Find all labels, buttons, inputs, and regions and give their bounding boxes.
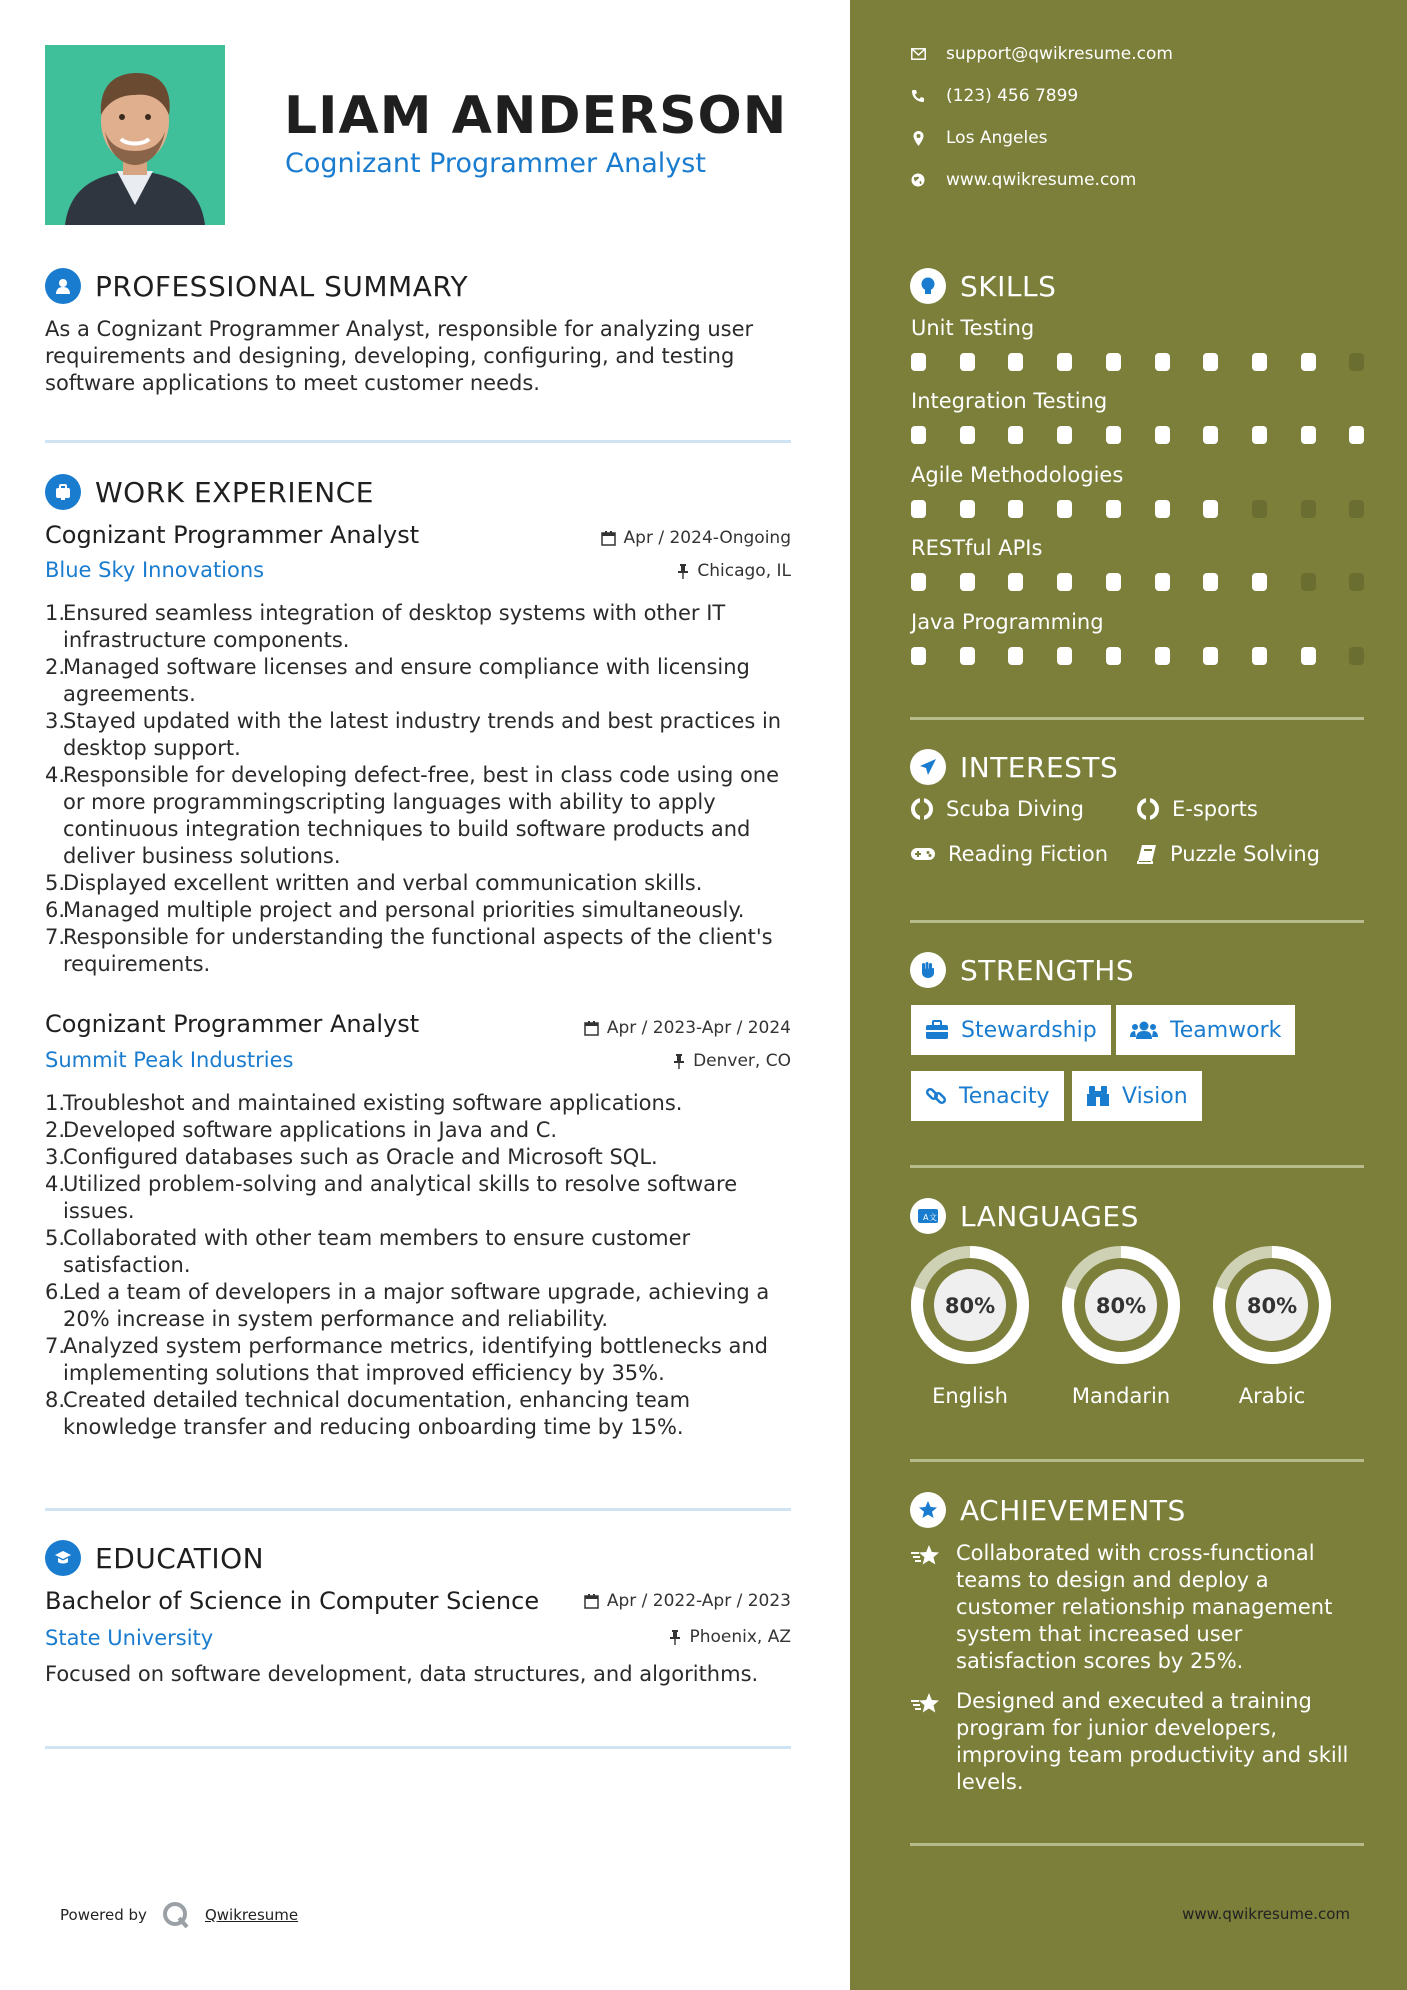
skill-dot — [1057, 426, 1072, 444]
summary-heading — [45, 268, 468, 304]
language-progress-ring — [1211, 1244, 1333, 1366]
skill-dot — [1349, 647, 1364, 665]
achievement-item: Collaborated with cross-functional teams to design and deploy a customer relationship management system that increased user satisfaction scores by 25%. — [910, 1540, 1358, 1675]
job-date: Apr / 2024-Ongoing — [601, 528, 791, 548]
education-location: Phoenix, AZ — [669, 1627, 791, 1647]
skill-dot — [1349, 426, 1364, 444]
achievements-heading — [910, 1492, 1186, 1528]
skill-dot — [1106, 426, 1121, 444]
svg-text:文: 文 — [929, 1213, 937, 1222]
list-item: 4. Responsible for developing defect-free, best in class code using one or more programmingscripting languages with ability to apply continuous integration techniques to build software products and deliver business solutions. — [45, 763, 780, 868]
job-location: Denver, CO — [673, 1051, 791, 1071]
briefcase-icon — [925, 1020, 949, 1040]
job-date: Apr / 2023-Apr / 2024 — [584, 1018, 791, 1038]
achievements-title: ACHIEVEMENTS — [960, 1493, 1186, 1527]
job-title: Cognizant Programmer Analyst — [45, 521, 420, 549]
skill-dot — [1301, 426, 1316, 444]
skill-dot — [1008, 647, 1023, 665]
summary-text: As a Cognizant Programmer Analyst, responsible for analyzing user requirements and designing, developing, configuring, and testing software applications to meet customer needs. — [45, 317, 754, 395]
skills-title: SKILLS — [960, 269, 1057, 303]
calendar-icon — [584, 1594, 599, 1609]
section-divider — [910, 1843, 1364, 1846]
interests-title: INTERESTS — [960, 750, 1119, 784]
briefcase-icon — [45, 474, 81, 510]
binoculars-icon — [1086, 1085, 1110, 1107]
list-item: 1. Troubleshot and maintained existing software applications. — [45, 1091, 683, 1115]
language-progress-ring — [1060, 1244, 1182, 1366]
skill-dot — [1203, 353, 1218, 371]
experience-title: WORK EXPERIENCE — [95, 475, 374, 509]
skill-rating — [911, 647, 1361, 665]
language-name: Mandarin — [1071, 1384, 1171, 1408]
skill-dot — [1301, 573, 1316, 591]
skill-dot — [1155, 426, 1170, 444]
book-icon — [1136, 843, 1158, 865]
list-item: 1. Ensured seamless integration of desktop systems with other IT infrastructure components. — [45, 601, 726, 652]
skill-dot — [1203, 426, 1218, 444]
globe-icon — [910, 172, 926, 188]
lifebuoy-icon — [1136, 797, 1160, 821]
skill-rating — [911, 500, 1361, 518]
skill-dot — [960, 573, 975, 591]
paper-plane-icon — [910, 749, 946, 785]
education-heading — [45, 1540, 264, 1576]
language-percent: 80% — [1095, 1294, 1147, 1318]
language-item — [909, 1244, 1031, 1408]
languages-heading — [910, 1198, 1139, 1234]
interest-item: Reading Fiction — [910, 842, 1108, 866]
calendar-icon — [584, 1021, 599, 1036]
language-name: English — [932, 1384, 1008, 1408]
skill-dot — [1106, 500, 1121, 518]
language-item — [1211, 1244, 1333, 1408]
star-icon — [910, 1540, 942, 1675]
section-divider — [910, 1459, 1364, 1462]
graduate-icon — [45, 1540, 81, 1576]
job-bullets — [45, 1090, 790, 1441]
language-percent: 80% — [944, 1294, 996, 1318]
interest-item: Scuba Diving — [910, 797, 1084, 821]
skill-dot — [1008, 573, 1023, 591]
star-badge-icon — [910, 1492, 946, 1528]
skill-dot — [1008, 500, 1023, 518]
strengths-heading — [910, 952, 1134, 988]
list-item: 8. Created detailed technical documentation, enhancing team knowledge transfer and reducing onboarding time by 15%. — [45, 1388, 691, 1439]
pin-icon — [669, 1630, 681, 1645]
fist-icon — [910, 952, 946, 988]
skill-dot — [1057, 353, 1072, 371]
envelope-icon — [910, 46, 926, 62]
skill-name: Integration Testing — [911, 389, 1108, 413]
contact-location: Los Angeles — [910, 128, 1048, 148]
skill-name: Java Programming — [911, 610, 1104, 634]
section-divider — [45, 1508, 791, 1511]
language-percent: 80% — [1246, 1294, 1298, 1318]
skill-dot — [1155, 500, 1170, 518]
skill-dot — [1349, 353, 1364, 371]
link-icon — [925, 1085, 947, 1107]
powered-by: Powered by Qwikresume — [60, 1900, 298, 1930]
education-school: State University — [45, 1626, 214, 1650]
strength-badge: Teamwork — [1116, 1005, 1295, 1055]
candidate-role: Cognizant Programmer Analyst — [285, 148, 706, 179]
list-item: 7. Analyzed system performance metrics, identifying bottlenecks and implementing solutions that improved efficiency by 35%. — [45, 1334, 768, 1385]
strength-badge: Stewardship — [911, 1005, 1111, 1055]
list-item: 3. Configured databases such as Oracle and Microsoft SQL. — [45, 1145, 658, 1169]
gamepad-icon — [910, 845, 936, 863]
section-divider — [910, 717, 1364, 720]
skill-dot — [1301, 647, 1316, 665]
interest-item: E-sports — [1136, 797, 1258, 821]
skill-dot — [1252, 426, 1267, 444]
section-divider — [910, 920, 1364, 923]
skill-dot — [960, 426, 975, 444]
skill-dot — [1252, 353, 1267, 371]
section-divider — [910, 1165, 1364, 1168]
list-item: 4. Utilized problem-solving and analytical skills to resolve software issues. — [45, 1172, 738, 1223]
strength-badge: Vision — [1072, 1071, 1202, 1121]
lifebuoy-icon — [910, 797, 934, 821]
skill-dot — [1155, 647, 1170, 665]
skill-rating — [911, 353, 1361, 371]
section-divider — [45, 440, 791, 443]
strength-badge: Tenacity — [911, 1071, 1064, 1121]
job-company: Summit Peak Industries — [45, 1048, 294, 1072]
skill-dot — [1349, 573, 1364, 591]
contact-email[interactable]: support@qwikresume.com — [910, 44, 1173, 64]
skill-dot — [1106, 353, 1121, 371]
list-item: 5. Displayed excellent written and verbal communication skills. — [45, 871, 703, 895]
candidate-name: LIAM ANDERSON — [284, 86, 788, 146]
skill-rating — [911, 573, 1361, 591]
language-item — [1060, 1244, 1182, 1408]
skill-dot — [960, 353, 975, 371]
contact-phone[interactable]: (123) 456 7899 — [910, 86, 1078, 106]
skill-dot — [1252, 573, 1267, 591]
phone-icon — [910, 88, 926, 104]
contact-website[interactable]: www.qwikresume.com — [910, 170, 1136, 190]
skill-dot — [1252, 500, 1267, 518]
skill-name: RESTful APIs — [911, 536, 1043, 560]
list-item: 2. Managed software licenses and ensure compliance with licensing agreements. — [45, 655, 750, 706]
summary-title: PROFESSIONAL SUMMARY — [95, 269, 469, 303]
skill-name: Unit Testing — [911, 316, 1035, 340]
section-divider — [45, 1746, 791, 1749]
pin-icon — [673, 1054, 685, 1069]
translate-icon — [910, 1198, 946, 1234]
skill-dot — [911, 573, 926, 591]
list-item: 7. Responsible for understanding the functional aspects of the client's requirements. — [45, 925, 773, 976]
language-progress-ring — [909, 1244, 1031, 1366]
svg-text:A: A — [923, 1213, 929, 1222]
list-item: 3. Stayed updated with the latest industry trends and best practices in desktop support. — [45, 709, 782, 760]
map-marker-icon — [910, 130, 926, 146]
calendar-icon — [601, 531, 616, 546]
skills-heading — [910, 268, 1056, 304]
job-bullets — [45, 600, 790, 978]
skill-dot — [1349, 500, 1364, 518]
qwikresume-logo-icon — [161, 1900, 191, 1930]
skill-dot — [1106, 647, 1121, 665]
skill-dot — [1155, 573, 1170, 591]
strengths-title: STRENGTHS — [960, 953, 1135, 987]
skill-dot — [1301, 500, 1316, 518]
experience-heading — [45, 474, 374, 510]
profile-photo — [45, 45, 225, 225]
skill-dot — [1008, 426, 1023, 444]
job-location: Chicago, IL — [677, 561, 791, 581]
skill-dot — [911, 426, 926, 444]
skill-rating — [911, 426, 1361, 444]
skill-dot — [960, 500, 975, 518]
education-date: Apr / 2022-Apr / 2023 — [584, 1591, 791, 1611]
pin-icon — [677, 564, 689, 579]
achievement-item: Designed and executed a training program for junior developers, improving team productivity and skill levels. — [910, 1688, 1358, 1796]
skill-dot — [1106, 573, 1121, 591]
list-item: 5. Collaborated with other team members to ensure customer satisfaction. — [45, 1226, 691, 1277]
lightbulb-icon — [910, 268, 946, 304]
skill-dot — [1252, 647, 1267, 665]
list-item: 6. Led a team of developers in a major software upgrade, achieving a 20% increase in system performance and reliability. — [45, 1280, 770, 1331]
interests-heading — [910, 749, 1118, 785]
list-item: 6. Managed multiple project and personal priorities simultaneously. — [45, 898, 745, 922]
skill-dot — [1203, 500, 1218, 518]
interest-item: Puzzle Solving — [1136, 842, 1320, 866]
skill-dot — [960, 647, 975, 665]
skill-dot — [911, 353, 926, 371]
job-company: Blue Sky Innovations — [45, 558, 265, 582]
skill-dot — [1301, 353, 1316, 371]
skill-dot — [1057, 573, 1072, 591]
footer-website[interactable]: www.qwikresume.com — [1182, 1905, 1350, 1923]
education-degree: Bachelor of Science in Computer Science — [45, 1587, 540, 1615]
users-icon — [1130, 1020, 1158, 1040]
skill-dot — [1155, 353, 1170, 371]
skill-dot — [1203, 647, 1218, 665]
skill-dot — [1057, 647, 1072, 665]
education-title: EDUCATION — [95, 1541, 265, 1575]
user-icon — [45, 268, 81, 304]
skill-dot — [911, 647, 926, 665]
skill-dot — [1203, 573, 1218, 591]
skill-name: Agile Methodologies — [911, 463, 1124, 487]
skill-dot — [1008, 353, 1023, 371]
list-item: 2. Developed software applications in Java and C. — [45, 1118, 558, 1142]
language-name: Arabic — [1238, 1384, 1306, 1408]
qwikresume-link[interactable]: Qwikresume — [204, 1906, 299, 1924]
education-text: Focused on software development, data structures, and algorithms. — [45, 1662, 759, 1686]
job-title: Cognizant Programmer Analyst — [45, 1010, 420, 1038]
languages-title: LANGUAGES — [960, 1199, 1139, 1233]
star-icon — [910, 1688, 942, 1796]
skill-dot — [1057, 500, 1072, 518]
skill-dot — [911, 500, 926, 518]
